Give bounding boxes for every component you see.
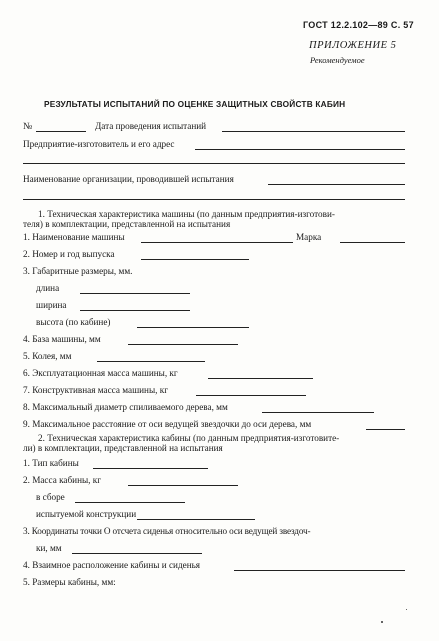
section1-heading-line2: теля) в комплектации, представленной на испытания [23, 219, 231, 229]
s1-track-line [97, 361, 205, 362]
number-line [36, 131, 86, 132]
organization-label: Наименование организации, проводившей испытания [23, 174, 234, 184]
s1-item-operating-mass: 6. Эксплуатационная масса машины, кг [23, 368, 178, 378]
s2-item-cab-type: 1. Тип кабины [23, 458, 79, 468]
manufacturer-line [195, 149, 405, 150]
s1-item-max-distance: 9. Максимальное расстояние от оси ведущей звездочки до оси дерева, мм [23, 419, 312, 429]
s2-relative-position-line [234, 570, 405, 571]
s1-max-distance-line [366, 429, 405, 430]
s2-cab-mass-line [128, 485, 238, 486]
s1-item-width: ширина [36, 300, 67, 310]
section1-heading-line1: 1. Техническая характеристика машины (по данным предприятия-изготови- [38, 209, 335, 219]
manufacturer-line-2 [23, 163, 405, 164]
s2-assembled-line [75, 502, 185, 503]
s1-item-height: высота (по кабине) [36, 317, 111, 327]
s2-item-relative-position: 4. Взаимное расположение кабины и сиденья [23, 560, 201, 570]
manufacturer-label: Предприятие-изготовитель и его адрес [23, 139, 175, 149]
document-title: РЕЗУЛЬТАТЫ ИСПЫТАНИЙ ПО ОЦЕНКЕ ЗАЩИТНЫХ СВОЙСТВ КАБИН [44, 99, 346, 109]
s2-item-tested-construction: испытуемой конструкции [36, 509, 137, 519]
s1-item-brand: Марка [296, 232, 322, 242]
appendix-label: ПРИЛОЖЕНИЕ 5 [309, 40, 397, 51]
s2-item-seat-coordinates-unit: ки, мм [36, 543, 62, 553]
s2-item-assembled: в сборе [36, 492, 65, 502]
s2-item-cab-mass: 2. Масса кабины, кг [23, 475, 101, 485]
s1-item-length: длина [36, 283, 60, 293]
s1-item-max-diameter: 8. Максимальный диаметр спиливаемого дерева, мм [23, 402, 228, 412]
s1-height-line [137, 327, 249, 328]
scan-speck [381, 621, 383, 623]
s1-design-mass-line [196, 395, 306, 396]
test-date-line [222, 131, 405, 132]
s1-brand-line [340, 242, 405, 243]
s1-item-track: 5. Колея, мм [23, 351, 72, 361]
standard-number: ГОСТ 12.2.102—89 С. 57 [303, 20, 414, 30]
organization-line-2 [23, 199, 405, 200]
s1-wheelbase-line [128, 344, 238, 345]
s1-serial-year-line [141, 259, 249, 260]
s2-seat-coordinates-line [72, 553, 202, 554]
test-date-label: Дата проведения испытаний [95, 121, 207, 131]
section2-heading-line2: ли) в комплектации, представленной на испытания [23, 443, 223, 453]
s1-item-dimensions: 3. Габаритные размеры, мм. [23, 266, 133, 276]
s2-tested-construction-line [137, 519, 255, 520]
number-label: № [23, 121, 33, 132]
s1-item-serial-year: 2. Номер и год выпуска [23, 249, 115, 259]
scan-speck [406, 609, 407, 610]
s1-operating-mass-line [208, 378, 313, 379]
s2-cab-type-line [93, 468, 208, 469]
s1-width-line [80, 310, 190, 311]
s1-machine-name-line [141, 242, 293, 243]
s1-item-wheelbase: 4. База машины, мм [23, 334, 101, 344]
organization-line [268, 184, 405, 185]
section2-heading-line1: 2. Техническая характеристика кабины (по данным предприятия-изготовите- [38, 433, 340, 443]
s1-item-design-mass: 7. Конструктивная масса машины, кг [23, 385, 168, 395]
s2-item-cab-dimensions: 5. Размеры кабины, мм: [23, 577, 116, 587]
recommended-label: Рекомендуемое [310, 55, 365, 65]
s1-item-machine-name: 1. Наименование машины [23, 232, 125, 242]
s1-max-diameter-line [262, 412, 374, 413]
s2-item-seat-coordinates: 3. Координаты точки О отсчета сиденья относительно оси ведущей звездоч- [23, 526, 311, 536]
s1-length-line [80, 293, 190, 294]
